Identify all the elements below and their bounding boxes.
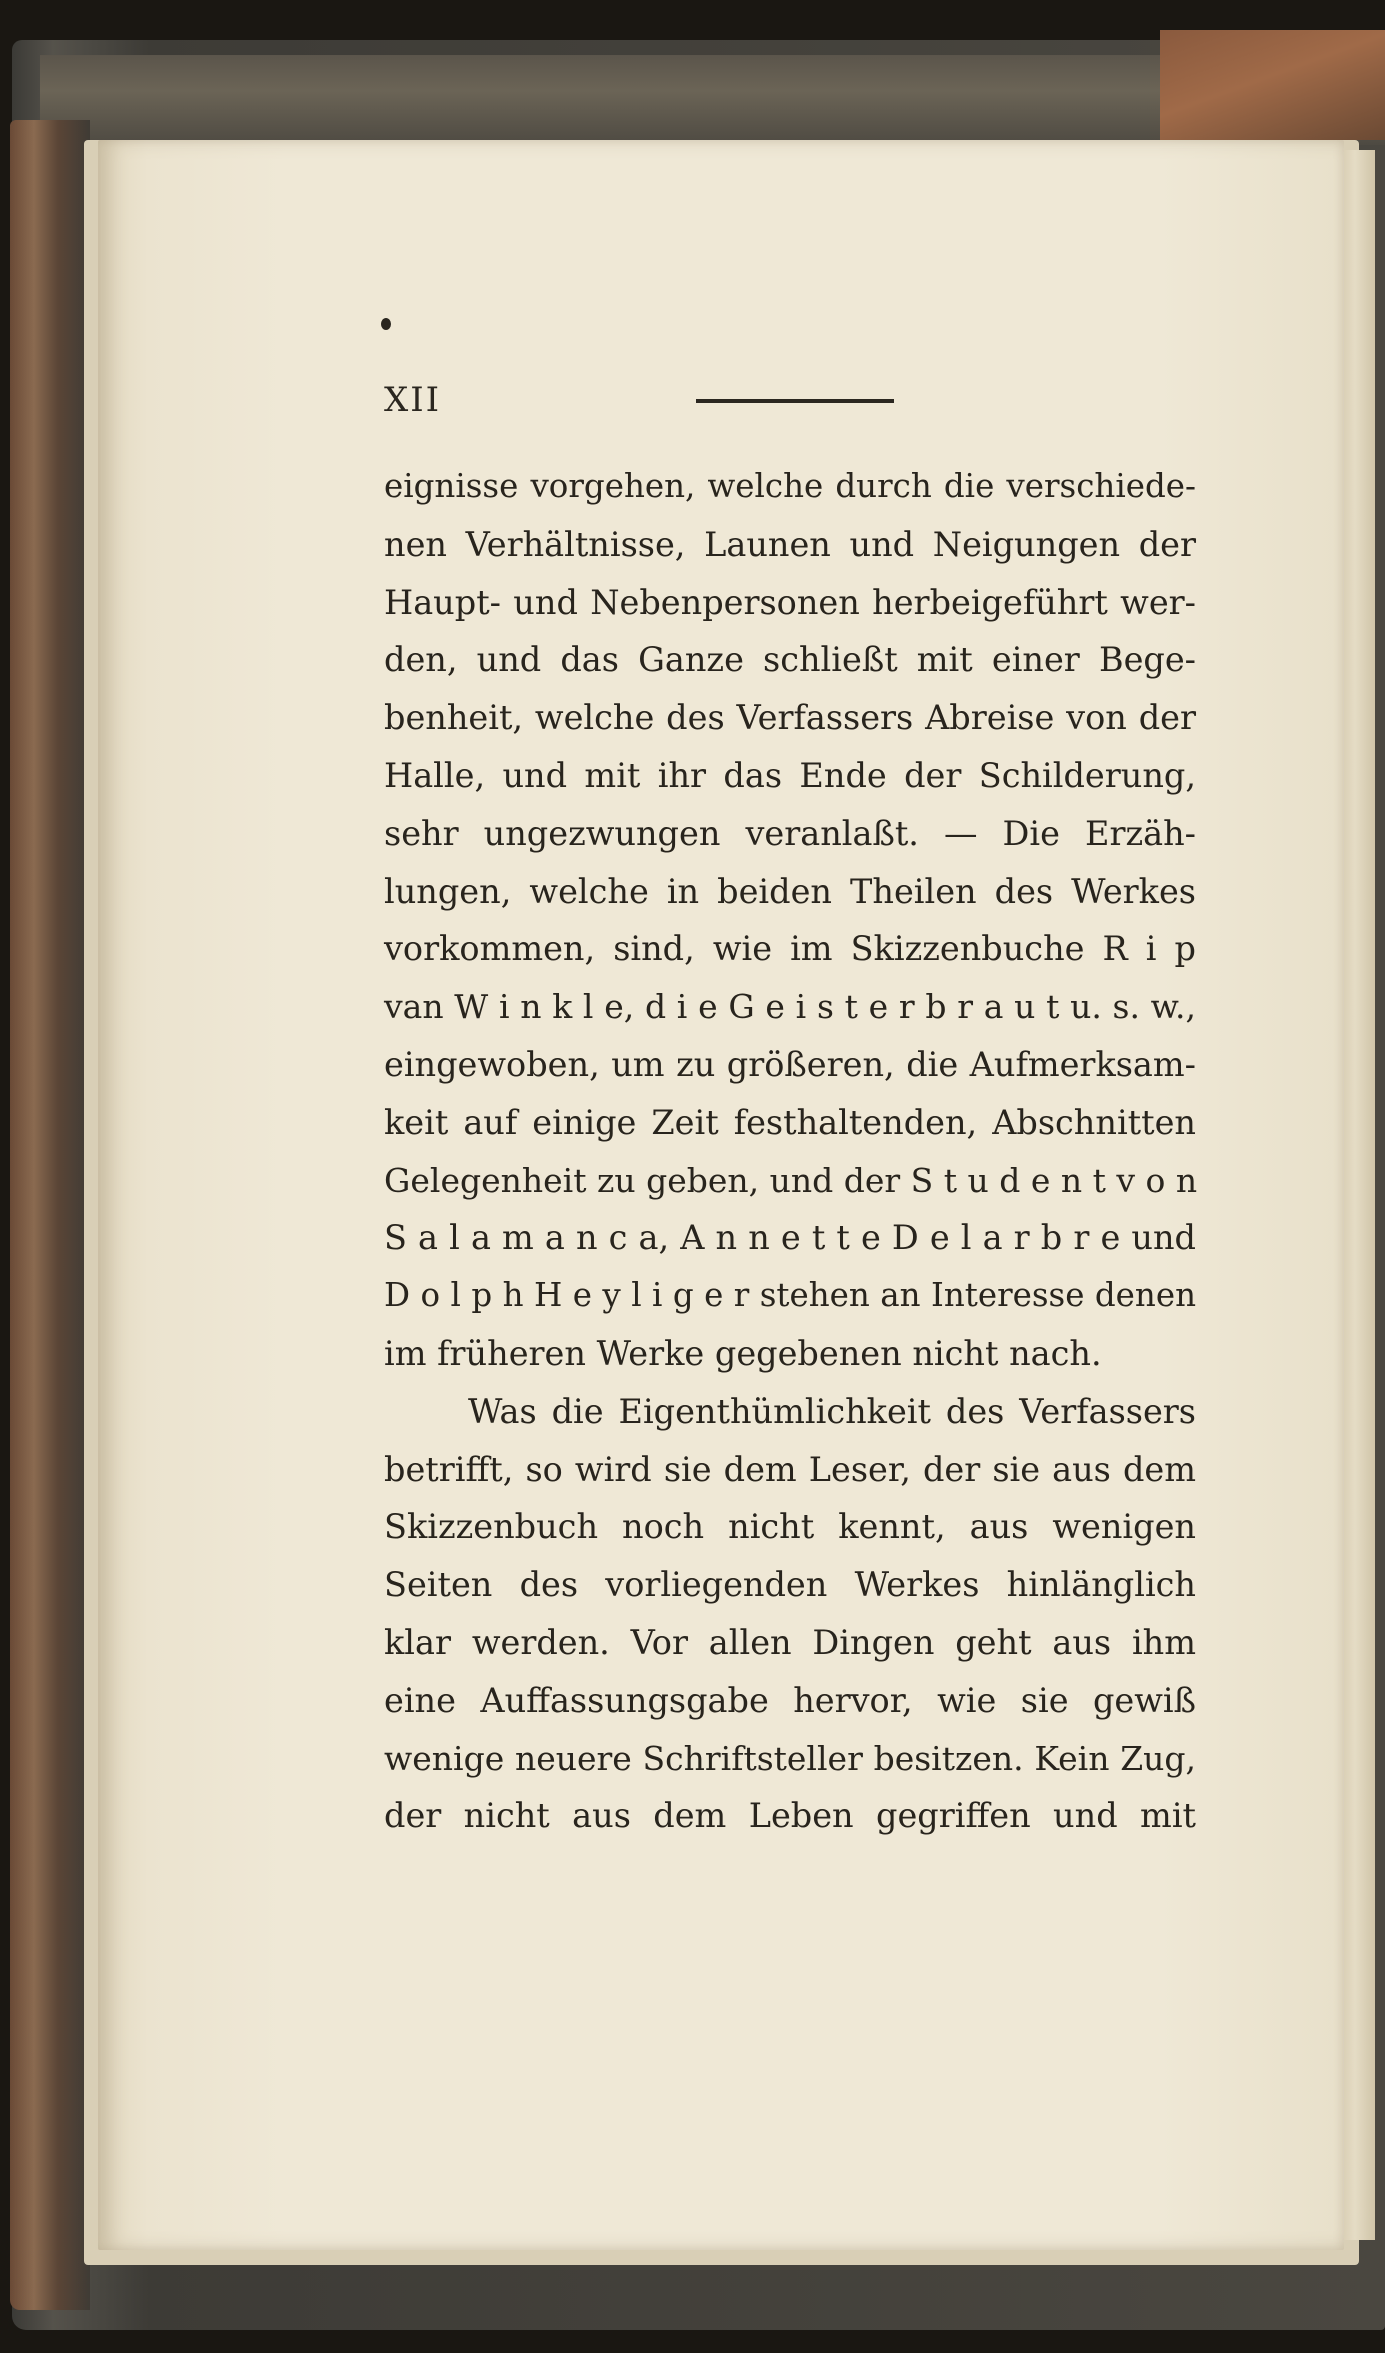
leather-spine	[10, 120, 90, 2310]
text-line: Gelegenheit zu geben, und der S t u d e n t v o n	[384, 1160, 1198, 1200]
text-line: Seiten des vorliegenden Werkes hinlänglich	[384, 1565, 1196, 1605]
text-line: vorkommen, sind, wie im Skizzenbuche R i p	[384, 929, 1196, 969]
header-rule	[696, 399, 894, 403]
text-line: eingewoben, um zu größeren, die Aufmerksam-	[384, 1044, 1196, 1084]
body-text	[384, 458, 1196, 1845]
text-line: van W i n k l e, d i e G e i s t e r b r a u t u. s. w.,	[384, 987, 1196, 1027]
text-line: eignisse vorgehen, welche durch die verschiede-	[384, 467, 1196, 505]
text-line: betrifft, so wird sie dem Leser, der sie aus dem	[384, 1449, 1196, 1489]
text-line: wenige neuere Schriftsteller besitzen. Kein Zug,	[384, 1738, 1196, 1778]
text-line: D o l p h H e y l i g e r stehen an Interesse denen	[384, 1276, 1196, 1315]
text-line: sehr ungezwungen veranlaßt. — Die Erzäh-	[384, 813, 1196, 853]
text-line: klar werden. Vor allen Dingen geht aus ihm	[384, 1622, 1196, 1662]
text-line: im früheren Werke gegebenen nicht nach.	[384, 1333, 1102, 1373]
text-line: benheit, welche des Verfassers Abreise von der	[384, 698, 1196, 738]
ink-dot	[381, 318, 391, 330]
text-line: eine Auffassungsgabe hervor, wie sie gewiß	[384, 1680, 1196, 1720]
text-line: lungen, welche in beiden Theilen des Werkes	[384, 871, 1196, 911]
text-line: nen Verhältnisse, Launen und Neigungen der	[384, 524, 1196, 564]
text-line: keit auf einige Zeit festhaltenden, Abschnitten	[384, 1102, 1196, 1142]
text-line: Was die Eigenthümlichkeit des Verfassers	[468, 1391, 1196, 1431]
page-number: XII	[384, 380, 442, 420]
text-line: S a l a m a n c a, A n n e t t e D e l a r b r e und	[384, 1218, 1196, 1258]
text-line: Skizzenbuch noch nicht kennt, aus wenigen	[384, 1507, 1196, 1547]
text-line: Haupt- und Nebenpersonen herbeigeführt wer-	[384, 582, 1196, 622]
text-line: der nicht aus dem Leben gegriffen und mit	[384, 1796, 1196, 1836]
leather-corner	[1160, 30, 1385, 140]
text-line: den, und das Ganze schließt mit einer Bege-	[384, 640, 1196, 680]
text-line: Halle, und mit ihr das Ende der Schilderung,	[384, 755, 1196, 795]
